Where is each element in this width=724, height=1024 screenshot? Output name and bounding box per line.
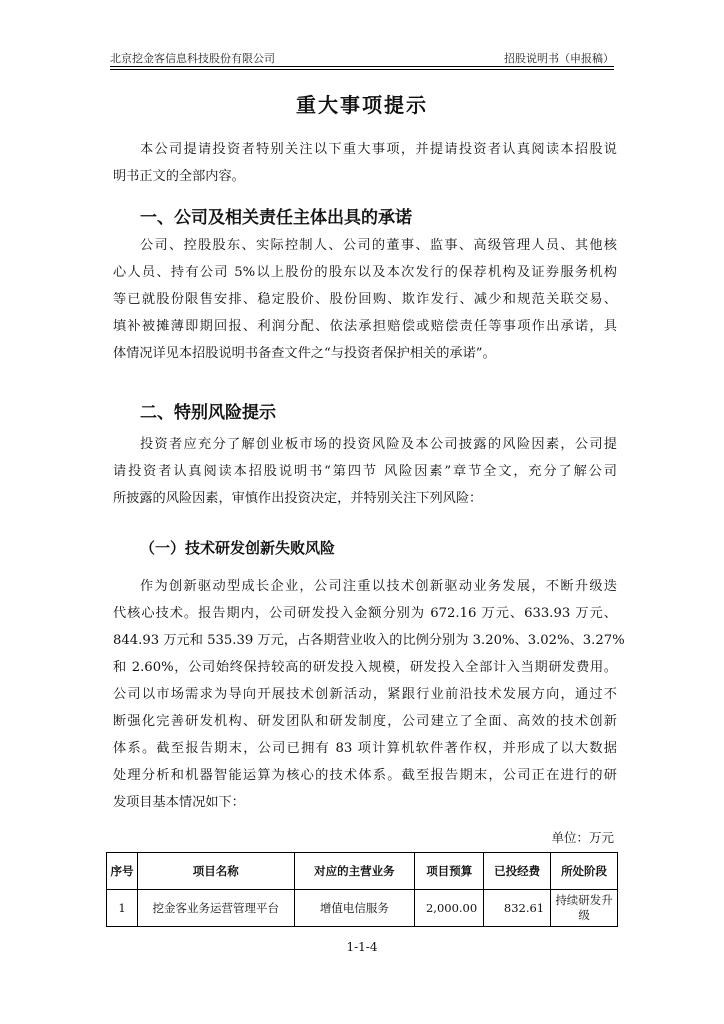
cell-business: 增值电信服务 bbox=[294, 890, 415, 927]
col-header-stage: 所处阶段 bbox=[551, 853, 618, 890]
projects-table bbox=[106, 852, 618, 927]
section2-line: 投资者应充分了解创业板市场的投资风险及本公司披露的风险因素，公司提 bbox=[140, 437, 617, 452]
subsection-line: 844.93 万元和 535.39 万元，占各期营业收入的比例分别为 3.20%、3.02%、3.27% bbox=[113, 633, 625, 648]
intro-paragraph bbox=[113, 136, 617, 190]
section2-heading: 二、特别风险提示 bbox=[140, 403, 276, 423]
page-number: 1-1-4 bbox=[346, 940, 378, 954]
section1-line: 填补被摊薄即期回报、利润分配、依法承担赔偿或赔偿责任等事项作出承诺，具 bbox=[113, 319, 617, 334]
section1-line: 等已就股份限售安排、稳定股价、股份回购、欺诈发行、减少和规范关联交易、 bbox=[113, 292, 617, 307]
section2-line: 所披露的风险因素，审慎作出投资决定，并特别关注下列风险： bbox=[113, 491, 483, 506]
section2-line: 请投资者认真阅读本招股说明书“第四节 风险因素”章节全文，充分了解公司 bbox=[113, 464, 617, 479]
subsection-line: 处理分析和机器智能运算为核心的技术体系。截至报告期末，公司正在进行的研 bbox=[113, 768, 617, 783]
intro-line: 本公司提请投资者特别关注以下重大事项，并提请投资者认真阅读本招股说 bbox=[140, 142, 617, 157]
section1-paragraph bbox=[113, 232, 617, 367]
header-doc-type: 招股说明书（申报稿） bbox=[504, 52, 614, 65]
header-company: 北京挖金客信息科技股份有限公司 bbox=[110, 52, 275, 65]
section1-line: 体情况详见本招股说明书备查文件之“与投资者保护相关的承诺”。 bbox=[113, 346, 496, 361]
cell-stage: 持续研发升级 bbox=[551, 890, 618, 927]
subsection-line: 体系。截至报告期末，公司已拥有 83 项计算机软件著作权，并形成了以大数据 bbox=[113, 741, 617, 756]
table-header-row bbox=[107, 853, 618, 890]
subsection-line: 作为创新驱动型成长企业，公司注重以技术创新驱动业务发展，不断升级迭 bbox=[140, 579, 617, 594]
page-title: 重大事项提示 bbox=[296, 93, 428, 117]
section1-line: 心人员、持有公司 5%以上股份的股东以及本次发行的保荐机构及证券服务机构 bbox=[113, 265, 617, 280]
subsection-line: 和 2.60%，公司始终保持较高的研发投入规模，研发投入全部计入当期研发费用。 bbox=[113, 660, 617, 675]
col-header-index: 序号 bbox=[107, 853, 138, 890]
subsection-line: 代核心技术。报告期内，公司研发投入金额分别为 672.16 万元、633.93 万元、 bbox=[113, 606, 617, 621]
cell-project: 挖金客业务运营管理平台 bbox=[137, 890, 294, 927]
col-header-budget: 项目预算 bbox=[415, 853, 484, 890]
subsection-line: 公司以市场需求为导向开展技术创新活动，紧跟行业前沿技术发展方向，通过不 bbox=[113, 687, 617, 702]
header-rule bbox=[110, 66, 614, 67]
table-unit: 单位：万元 bbox=[551, 830, 614, 845]
col-header-business: 对应的主营业务 bbox=[294, 853, 415, 890]
table-row bbox=[107, 890, 618, 927]
header-rule-thin bbox=[110, 69, 614, 70]
subsection-paragraph bbox=[113, 573, 625, 816]
section2-paragraph bbox=[113, 431, 617, 512]
col-header-project: 项目名称 bbox=[137, 853, 294, 890]
cell-index: 1 bbox=[107, 890, 138, 927]
subsection-line: 断强化完善研发机构、研发团队和研发制度，公司建立了全面、高效的技术创新 bbox=[113, 714, 617, 729]
section1-line: 公司、控股股东、实际控制人、公司的董事、监事、高级管理人员、其他核 bbox=[140, 238, 617, 253]
subsection-line: 发项目基本情况如下： bbox=[113, 795, 245, 810]
section1-heading: 一、公司及相关责任主体出具的承诺 bbox=[140, 208, 412, 228]
intro-line: 明书正文的全部内容。 bbox=[113, 169, 245, 184]
cell-spent: 832.61 bbox=[484, 890, 551, 927]
page-header bbox=[110, 48, 614, 66]
cell-budget: 2,000.00 bbox=[415, 890, 484, 927]
col-header-spent: 已投经费 bbox=[484, 853, 551, 890]
subsection-heading: （一）技术研发创新失败风险 bbox=[140, 539, 336, 557]
